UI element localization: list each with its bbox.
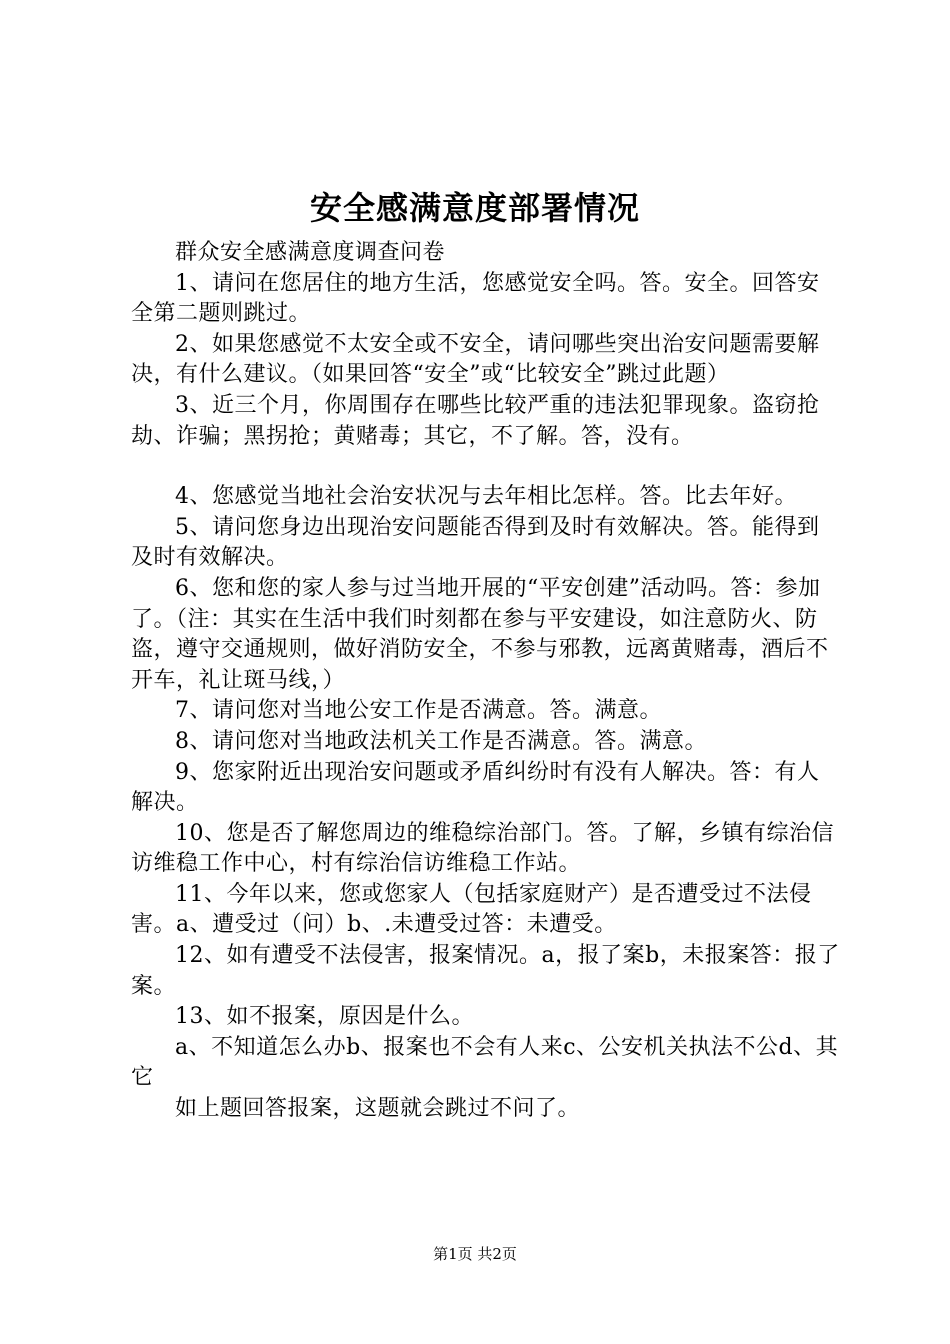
survey-heading: 群众安全感满意度调查问卷 bbox=[175, 240, 446, 265]
question-13: 13、如不报案，原因是什么。 bbox=[175, 1004, 474, 1030]
question-4: 4、您感觉当地社会治安状况与去年相比怎样。答。比去年好。 bbox=[175, 484, 797, 510]
question-9: 9、您家附近出现治安问题或矛盾纠纷时有没有人解决。答：有人解决。 bbox=[131, 759, 820, 816]
page-footer: 第1页 共2页 bbox=[433, 1245, 517, 1263]
question-10: 10、您是否了解您周边的维稳综治部门。答。了解，乡镇有综治信访维稳工作中心，村有综治信访维稳工作站。 bbox=[131, 820, 834, 877]
question-6: 6、您和您的家人参与过当地开展的“平安创建”活动吗。答：参加了。（注：其实在生活中我们时刻都在参与平安建设，如注意防火、防盗，遵守交通规则，做好消防安全，不参与邪教，远离黄赌毒，酒后不开车，礼让斑马线，） bbox=[131, 575, 829, 693]
question-2: 2、如果您感觉不太安全或不安全，请问哪些突出治安问题需要解决，有什么建议。（如果回答“安全”或“比较安全”跳过此题） bbox=[131, 331, 820, 388]
question-7: 7、请问您对当地公安工作是否满意。答。满意。 bbox=[175, 698, 662, 724]
document-title: 安全感满意度部署情况 bbox=[309, 189, 640, 227]
question-5: 5、请问您身边出现治安问题能否得到及时有效解决。答。能得到及时有效解决。 bbox=[131, 514, 820, 571]
question-3: 3、近三个月，你周围存在哪些比较严重的违法犯罪现象。盗窃抢劫、诈骗；黑拐抢；黄赌毒；其它，不了解。答，没有。 bbox=[131, 392, 820, 449]
question-12: 12、如有遭受不法侵害，报案情况。a，报了案b，未报案答：报了案。 bbox=[131, 943, 840, 999]
question-1: 1、请问在您居住的地方生活，您感觉安全吗。答。安全。回答安全第二题则跳过。 bbox=[131, 270, 820, 327]
closing-note: 如上题回答报案，这题就会跳过不问了。 bbox=[175, 1096, 581, 1122]
question-13-options: a、不知道怎么办b、报案也不会有人来c、公安机关执法不公d、其它 bbox=[131, 1034, 839, 1091]
question-11: 11、今年以来，您或您家人（包括家庭财产）是否遭受过不法侵害。a、遭受过（问）b、.未遭受过答：未遭受。 bbox=[131, 881, 812, 938]
document-body bbox=[131, 238, 841, 1125]
question-8: 8、请问您对当地政法机关工作是否满意。答。满意。 bbox=[175, 728, 707, 754]
